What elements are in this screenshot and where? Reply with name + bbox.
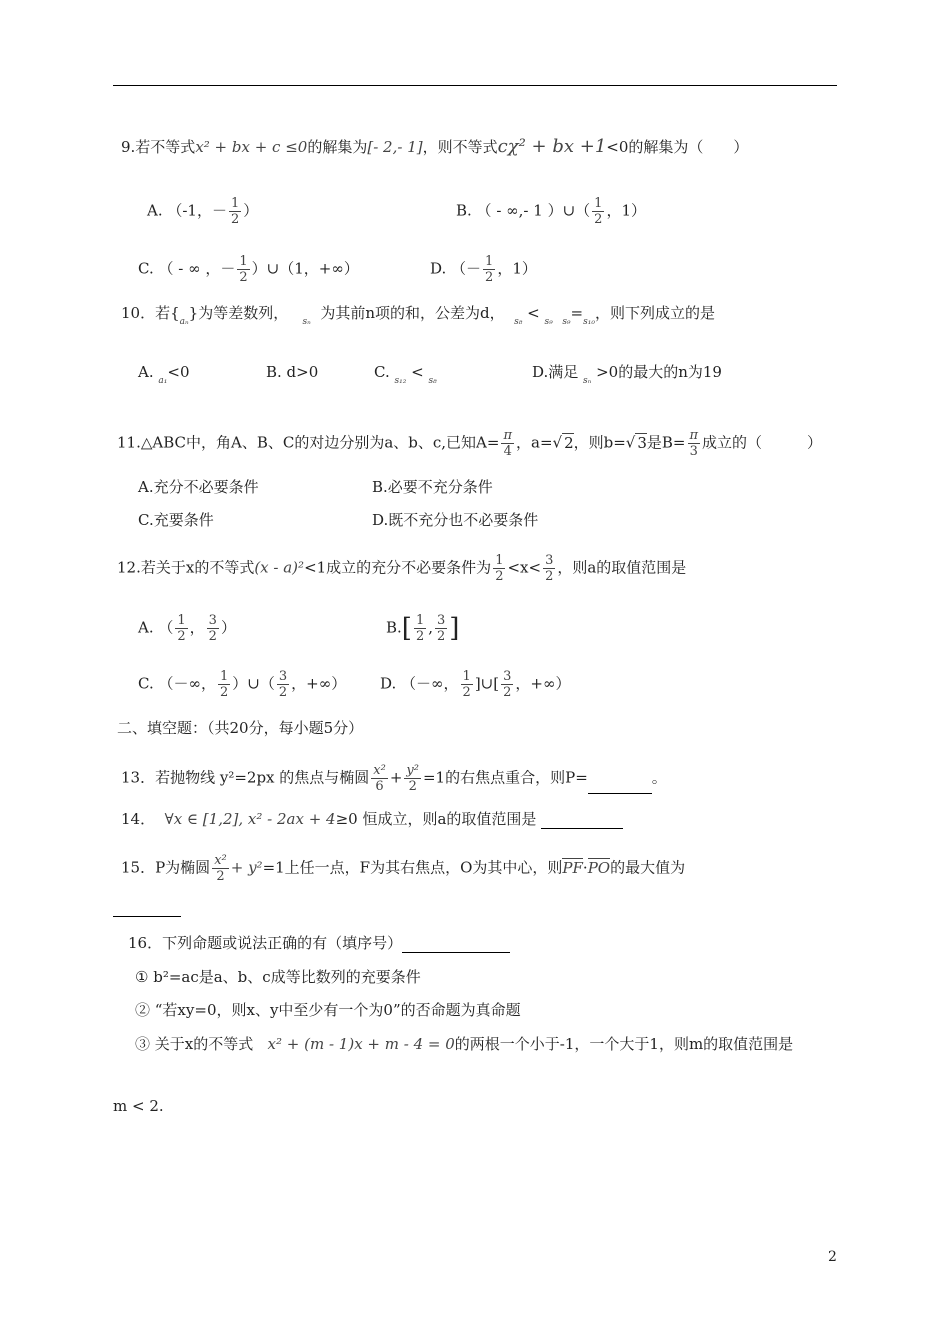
bracket: ] bbox=[449, 613, 460, 644]
q12-option-b bbox=[386, 613, 459, 644]
q11-option-b: B.必要不充分条件 bbox=[372, 478, 493, 496]
option-text: B. bbox=[386, 618, 402, 637]
numerator: 1 bbox=[219, 669, 229, 684]
option-text: C. （－∞， bbox=[138, 674, 216, 693]
q9-inequality-2: cχ² + bx +1 bbox=[497, 136, 607, 157]
q11-option-a: A.充分不必要条件 bbox=[138, 478, 259, 496]
option-text: ） bbox=[220, 618, 236, 637]
denominator: 2 bbox=[278, 685, 288, 700]
q14-forall: ∀x ∈ [1,2], bbox=[164, 810, 244, 828]
fraction bbox=[435, 613, 447, 644]
option-text: <0 bbox=[167, 363, 190, 381]
numerator: x² bbox=[373, 763, 386, 778]
fraction bbox=[277, 669, 289, 700]
q16-text: 16．下列命题或说法正确的有（填序号） bbox=[128, 934, 403, 952]
q10-lt: < bbox=[527, 304, 540, 322]
question-13 bbox=[121, 763, 667, 794]
q9-text: <0的解集为（ ） bbox=[606, 138, 749, 156]
q10-s10: s₁₀ bbox=[583, 317, 595, 327]
q12-text: <1成立的充分不必要条件为 bbox=[304, 558, 492, 577]
q16-item-3-cont: m < 2. bbox=[113, 1097, 164, 1115]
option-text: >0的最大的n为19 bbox=[596, 363, 722, 381]
option-text: ，1） bbox=[606, 201, 646, 220]
bracket: [ bbox=[401, 613, 412, 644]
numerator: 1 bbox=[239, 254, 248, 269]
q10-text: 为其前n项的和，公差为d， bbox=[320, 304, 505, 322]
q9-option-b bbox=[456, 196, 646, 227]
fraction bbox=[501, 669, 513, 700]
answer-blank[interactable] bbox=[113, 916, 181, 917]
fraction bbox=[207, 613, 219, 644]
fraction bbox=[501, 428, 514, 459]
q9-option-c bbox=[138, 254, 359, 285]
q10-s9: s₉ bbox=[562, 317, 571, 327]
denominator: 2 bbox=[177, 629, 186, 644]
numerator: 1 bbox=[177, 613, 186, 628]
q13-text: 。 bbox=[651, 768, 667, 787]
q9-text: 的解集为 bbox=[307, 138, 368, 156]
q10-s12: s₁₂ bbox=[394, 376, 407, 386]
q16-expr: x² + (m - 1)x + m - 4 = 0 bbox=[267, 1035, 455, 1053]
q9-interval: [- 2,- 1] bbox=[367, 138, 423, 156]
denominator: 4 bbox=[503, 444, 512, 459]
q9-text: ，则不等式 bbox=[422, 138, 498, 156]
fraction bbox=[592, 196, 604, 227]
denominator: 2 bbox=[437, 629, 446, 644]
q15-text: + y² bbox=[230, 858, 263, 877]
vector-pf: PF bbox=[562, 858, 583, 877]
numerator: 1 bbox=[495, 553, 504, 568]
numerator: x² bbox=[214, 853, 227, 868]
question-16 bbox=[128, 933, 510, 953]
fraction bbox=[212, 853, 229, 884]
q10-an: aₙ bbox=[179, 317, 189, 327]
q11-text: 是B= bbox=[646, 433, 686, 452]
denominator: 2 bbox=[408, 779, 417, 794]
fraction bbox=[237, 254, 249, 285]
q10-sn: sₙ bbox=[583, 376, 592, 386]
numerator: 3 bbox=[437, 613, 446, 628]
fraction bbox=[175, 613, 187, 644]
denominator: 2 bbox=[485, 270, 494, 285]
fraction bbox=[543, 553, 555, 584]
q10-text: 10．若{ bbox=[121, 304, 180, 322]
q12-text: ，则a的取值范围是 bbox=[557, 558, 687, 577]
fraction bbox=[218, 669, 230, 700]
q16-text: ③ 关于x的不等式 bbox=[135, 1035, 254, 1053]
question-11: 11.△ABC中，角A、B、C的对边分别为a、b、c,已知A= $\frac{\pi}{4}$ ，a=√ 2，则b=√ 3是B= $\frac{\pi}{3}$ 成立的（ ） bbox=[117, 428, 823, 459]
q16-text: 的两根一个小于-1，一个大于1，则m的取值范围是 bbox=[454, 1035, 794, 1053]
q12-option-c bbox=[138, 669, 346, 700]
question-12 bbox=[117, 553, 686, 584]
sqrt-2: 2 bbox=[564, 433, 574, 452]
q10-s8: s₈ bbox=[514, 317, 523, 327]
q11-option-c: C.充要条件 bbox=[138, 511, 214, 529]
q13-text: + bbox=[389, 768, 403, 787]
option-text: A. （ bbox=[138, 618, 174, 637]
q15-text: 15．P为椭圆 bbox=[121, 858, 211, 877]
option-text: B. （ - ∞,- 1 ）∪（ bbox=[456, 201, 591, 220]
q12-option-a bbox=[138, 613, 236, 644]
option-text: B. d>0 bbox=[266, 363, 319, 381]
option-text: C. bbox=[374, 363, 390, 381]
q12-expr: (x - a)² bbox=[254, 558, 305, 577]
q16-item-1: ① b²=ac是a、b、c成等比数列的充要条件 bbox=[135, 968, 421, 986]
option-text: D.满足 bbox=[532, 363, 579, 381]
option-text: C. （ - ∞ ，－ bbox=[138, 259, 236, 278]
denominator: 2 bbox=[594, 212, 603, 227]
q12-text: 12.若关于x的不等式 bbox=[117, 558, 255, 577]
numerator: 1 bbox=[594, 196, 603, 211]
q10-eq: = bbox=[570, 304, 584, 322]
q9-option-a bbox=[147, 196, 258, 227]
option-text: D. （－∞， bbox=[380, 674, 459, 693]
page-number: 2 bbox=[828, 1249, 837, 1265]
numerator: π bbox=[689, 428, 699, 443]
numerator: 3 bbox=[503, 669, 512, 684]
option-text: < bbox=[411, 363, 424, 381]
answer-blank[interactable] bbox=[402, 952, 510, 953]
q11-text: ，则b= bbox=[573, 433, 626, 452]
fraction bbox=[414, 613, 426, 644]
q14-text: 14． bbox=[121, 810, 156, 828]
q9-option-d bbox=[430, 254, 537, 285]
q14-expr: x² - 2ax + 4 bbox=[247, 810, 336, 828]
header-rule bbox=[113, 85, 837, 86]
q12-text: <x< bbox=[507, 558, 542, 577]
denominator: 2 bbox=[239, 270, 248, 285]
q11-text: ，a= bbox=[516, 433, 553, 452]
answer-blank[interactable] bbox=[541, 828, 623, 829]
question-14 bbox=[121, 809, 623, 829]
numerator: 1 bbox=[230, 196, 240, 211]
option-text: ） bbox=[243, 201, 259, 220]
q11-text: 11.△ABC中，角A、B、C的对边分别为a、b、c,已知A= bbox=[117, 433, 500, 452]
q11-option-d: D.既不充分也不必要条件 bbox=[372, 511, 539, 529]
q15-text: =1上任一点，F为其右焦点，O为其中心，则 bbox=[262, 858, 563, 877]
q10-a1: a₁ bbox=[158, 376, 168, 386]
q10-sn: sₙ bbox=[302, 317, 311, 327]
question-15 bbox=[121, 853, 685, 884]
option-text: ，+∞） bbox=[291, 674, 347, 693]
denominator: 2 bbox=[462, 685, 471, 700]
numerator: π bbox=[503, 428, 512, 443]
q15-text: 的最大值为 bbox=[610, 858, 686, 877]
fraction bbox=[371, 763, 388, 794]
denominator: 2 bbox=[216, 869, 225, 884]
fraction bbox=[688, 428, 701, 459]
numerator: 3 bbox=[278, 669, 288, 684]
section-heading: 二、填空题：（共20分，每小题5分） bbox=[117, 719, 364, 737]
fraction bbox=[483, 254, 495, 285]
q10-text: ，则下列成立的是 bbox=[594, 304, 715, 322]
numerator: 3 bbox=[545, 553, 554, 568]
q16-item-2: ② “若xy=0，则x、y中至少有一个为0”的否命题为真命题 bbox=[135, 1001, 521, 1019]
q10-s9: s₉ bbox=[544, 317, 553, 327]
numerator: 1 bbox=[485, 254, 494, 269]
q10-option-b bbox=[266, 362, 318, 382]
question-10 bbox=[121, 303, 715, 332]
dot-operator: · bbox=[582, 858, 588, 877]
q9-stem: 9.若不等式 bbox=[121, 138, 196, 156]
denominator: 3 bbox=[689, 444, 698, 459]
q10-s8: s₈ bbox=[428, 376, 437, 386]
option-text: ，1） bbox=[497, 259, 537, 278]
fraction bbox=[229, 196, 241, 227]
option-text: A. （-1，－ bbox=[147, 201, 227, 220]
q10-option-c bbox=[374, 362, 437, 391]
denominator: 2 bbox=[230, 212, 240, 227]
q16-item-3 bbox=[135, 1034, 793, 1054]
numerator: 3 bbox=[208, 613, 217, 628]
q9-inequality: x² + bx + c ≤0 bbox=[195, 138, 308, 156]
q10-option-a bbox=[138, 362, 190, 391]
numerator: y² bbox=[406, 763, 419, 778]
denominator: 2 bbox=[503, 685, 512, 700]
denominator: 2 bbox=[415, 629, 425, 644]
q10-text: }为等差数列， bbox=[188, 304, 289, 322]
denominator: 2 bbox=[495, 569, 504, 584]
option-text: ， bbox=[189, 618, 205, 637]
q13-text: 13．若抛物线 y²=2px 的焦点与椭圆 bbox=[121, 768, 370, 787]
fraction bbox=[404, 763, 421, 794]
option-text: D. （－ bbox=[430, 259, 482, 278]
option-text: ，+∞） bbox=[515, 674, 571, 693]
numerator: 1 bbox=[462, 669, 471, 684]
question-9 bbox=[121, 137, 748, 157]
denominator: 2 bbox=[208, 629, 217, 644]
sqrt-3: 3 bbox=[637, 433, 647, 452]
vector-po: PO bbox=[587, 858, 611, 877]
q10-option-d bbox=[532, 362, 722, 391]
option-text: , bbox=[428, 618, 434, 637]
q12-option-d bbox=[380, 669, 570, 700]
fraction bbox=[461, 669, 473, 700]
answer-blank[interactable] bbox=[588, 793, 652, 794]
fraction bbox=[493, 553, 505, 584]
q14-text: ≥0 恒成立，则a的取值范围是 bbox=[335, 810, 537, 828]
q11-text: 成立的（ ） bbox=[702, 433, 823, 452]
denominator: 2 bbox=[219, 685, 229, 700]
denominator: 6 bbox=[375, 779, 384, 794]
denominator: 2 bbox=[545, 569, 554, 584]
option-text: A. bbox=[138, 363, 154, 381]
option-text: ）∪（1，+∞） bbox=[251, 259, 359, 278]
q13-text: =1的右焦点重合，则P= bbox=[422, 768, 588, 787]
option-text: ]∪[ bbox=[474, 674, 500, 693]
option-text: ）∪（ bbox=[232, 674, 275, 693]
numerator: 1 bbox=[415, 613, 425, 628]
